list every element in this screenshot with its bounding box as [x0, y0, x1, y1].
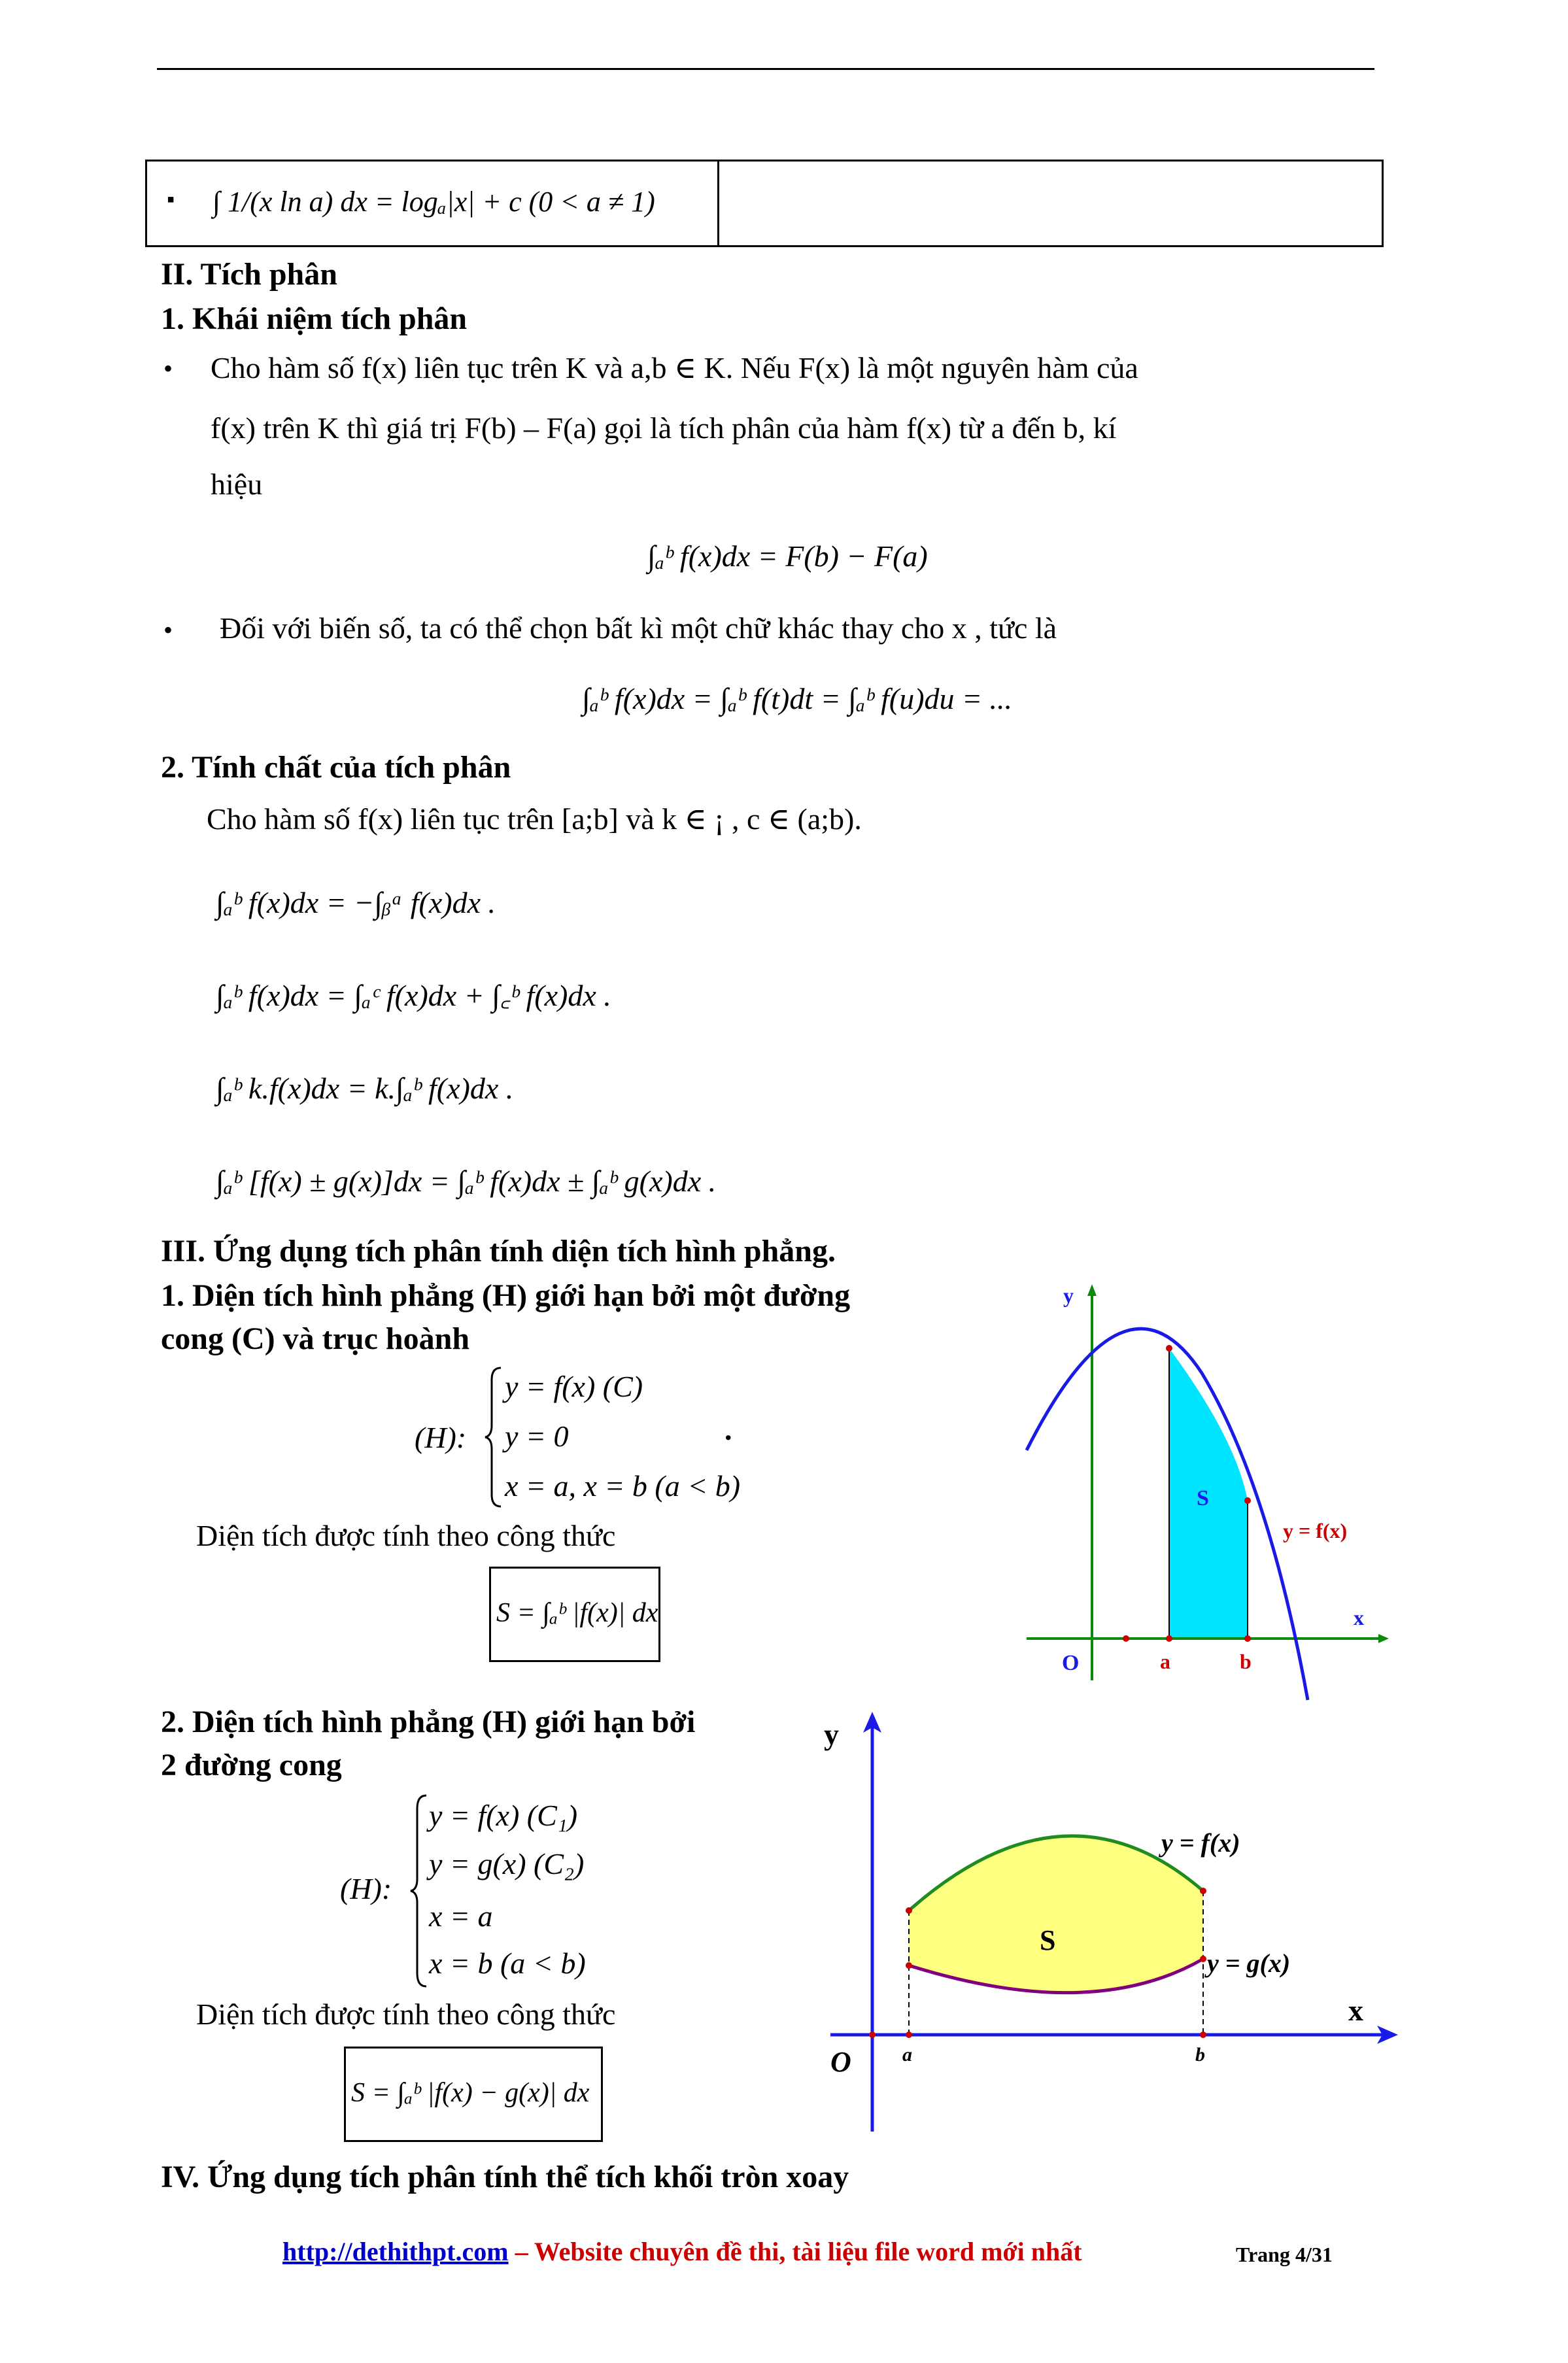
point-a: [906, 2032, 912, 2038]
section-4-title: IV. Ứng dụng tích phân tính thể tích khối tròn xoay: [161, 2160, 849, 2194]
area-formula-box-1: [489, 1567, 660, 1662]
system-1-lhs: (H):: [415, 1421, 467, 1454]
table-bullet: ▪: [167, 188, 175, 212]
graph1-b-label: b: [1240, 1650, 1252, 1673]
page-number: Trang 4/31: [1236, 2243, 1333, 2266]
definition-line-2: f(x) trên K thì giá trị F(b) – F(a) gọi là tích phân của hàm f(x) từ a đến b, kí: [211, 411, 1117, 445]
system-2-lhs: (H):: [340, 1872, 392, 1905]
graph1-area-label: S: [1197, 1486, 1209, 1510]
system-2-line-1: y = f(x) (C₁): [429, 1799, 578, 1832]
area-formula-box-2: [344, 2047, 603, 2142]
system-1-line-3: x = a, x = b (a < b): [505, 1469, 741, 1503]
area-formula-2: S = ∫ₐᵇ |f(x) − g(x)| dx: [351, 2078, 590, 2108]
bullet-dot: •: [163, 354, 173, 383]
section-3-1-title-line-2: cong (C) và trục hoành: [161, 1321, 470, 1356]
graph2-a-label: a: [902, 2044, 912, 2066]
properties-intro: Cho hàm số f(x) liên tục trên [a;b] và k ∈ ¡ , c ∈ (a;b).: [207, 802, 862, 836]
graph-area-under-curve: [1007, 1268, 1399, 1713]
property-2: ∫ₐᵇ f(x)dx = ∫ₐᶜ f(x)dx + ∫꜀ᵇ f(x)dx .: [216, 979, 611, 1012]
graph2-g-label: y = g(x): [1207, 1948, 1291, 1978]
property-1: ∫ₐᵇ f(x)dx = −∫ᵦᵃ f(x)dx .: [216, 886, 496, 919]
section-2-1-title: 1. Khái niệm tích phân: [161, 301, 468, 336]
property-3: ∫ₐᵇ k.f(x)dx = k.∫ₐᵇ f(x)dx .: [216, 1072, 514, 1105]
definition-line-3: hiệu: [211, 468, 263, 501]
section-2-2-title: 2. Tính chất của tích phân: [161, 750, 511, 785]
property-4: ∫ₐᵇ [f(x) ± g(x)]dx = ∫ₐᵇ f(x)dx ± ∫ₐᵇ g(x)dx .: [216, 1164, 717, 1198]
point-fa: [1166, 1345, 1172, 1352]
section-3-title: III. Ứng dụng tích phân tính diện tích hình phẳng.: [161, 1234, 836, 1268]
left-brace-icon: [484, 1365, 503, 1509]
graph1-y-label: y: [1063, 1284, 1074, 1307]
footer-website-link[interactable]: http://dethithpt.com: [282, 2237, 509, 2266]
area-formula-1: S = ∫ₐᵇ |f(x)| dx: [496, 1598, 658, 1628]
graph2-area-label: S: [1040, 1924, 1056, 1956]
system-1: [415, 1365, 741, 1509]
system-2-line-2: y = g(x) (C₂): [429, 1847, 585, 1880]
variable-change-text: Đối với biến số, ta có thể chọn bất kì một chữ khác thay cho x , tức là: [220, 611, 1057, 645]
graph2-b-label: b: [1195, 2044, 1205, 2066]
area-formula-label-1: Diện tích được tính theo công thức: [196, 1519, 616, 1552]
table-divider: [717, 162, 719, 245]
point-fb: [1200, 1888, 1206, 1894]
area-formula-label-2: Diện tích được tính theo công thức: [196, 1998, 616, 2031]
point-fa: [906, 1907, 912, 1914]
graph2-y-label: y: [824, 1718, 839, 1751]
graph2-f-label: y = f(x): [1161, 1828, 1240, 1858]
point-b: [1200, 2032, 1206, 2038]
variable-change-formula: ∫ₐᵇ f(x)dx = ∫ₐᵇ f(t)dt = ∫ₐᵇ f(u)du = ...: [582, 682, 1013, 715]
graph1-x-label: x: [1354, 1606, 1364, 1629]
point-gb: [1200, 1956, 1206, 1962]
footer-text: – Website chuyên đề thi, tài liệu file word mới nhất: [508, 2237, 1082, 2266]
system-2-line-3: x = a: [429, 1899, 493, 1933]
point-ga: [906, 1962, 912, 1969]
graph1-origin: O: [1062, 1651, 1080, 1675]
section-3-1-title-line-1: 1. Diện tích hình phẳng (H) giới hạn bởi một đường: [161, 1278, 851, 1313]
point-origin: [869, 2032, 876, 2038]
point-axis: [1123, 1635, 1129, 1642]
graph-area-between-curves: [811, 1700, 1412, 2158]
system-1-line-1: y = f(x) (C): [505, 1370, 643, 1403]
curve-f: [1027, 1329, 1308, 1700]
graph1-a-label: a: [1160, 1650, 1170, 1673]
system-2: [340, 1793, 647, 1989]
definition-line-1: Cho hàm số f(x) liên tục trên K và a,b ∈ K. Nếu F(x) là một nguyên hàm của: [211, 351, 1138, 384]
formula-table-row: [145, 160, 1384, 247]
graph2-x-label: x: [1348, 1994, 1363, 2027]
section-3-2-title-line-1: 2. Diện tích hình phẳng (H) giới hạn bởi: [161, 1705, 696, 1739]
footer: [282, 2236, 1082, 2267]
system-1-dot: .: [724, 1413, 732, 1446]
bullet-dot: •: [163, 615, 173, 645]
system-1-line-2: y = 0: [505, 1420, 569, 1453]
point-b: [1244, 1635, 1251, 1642]
left-brace-icon: [409, 1793, 429, 1989]
y-axis-arrow-icon: [1087, 1284, 1097, 1296]
section-3-2-title-line-2: 2 đường cong: [161, 1748, 342, 1782]
section-2-title: II. Tích phân: [161, 257, 337, 292]
graph2-origin: O: [830, 2046, 851, 2078]
x-axis-arrow-icon: [1378, 1634, 1389, 1643]
log-integral-formula: ∫ 1/(x ln a) dx = logₐ|x| + c (0 < a ≠ 1): [213, 186, 655, 218]
definite-integral-definition: ∫ₐᵇ f(x)dx = F(b) − F(a): [647, 539, 928, 573]
header-rule: [157, 68, 1374, 70]
graph1-curve-label: y = f(x): [1283, 1519, 1348, 1542]
point-fb: [1244, 1497, 1251, 1504]
point-a: [1166, 1635, 1172, 1642]
system-2-line-4: x = b (a < b): [429, 1946, 586, 1980]
